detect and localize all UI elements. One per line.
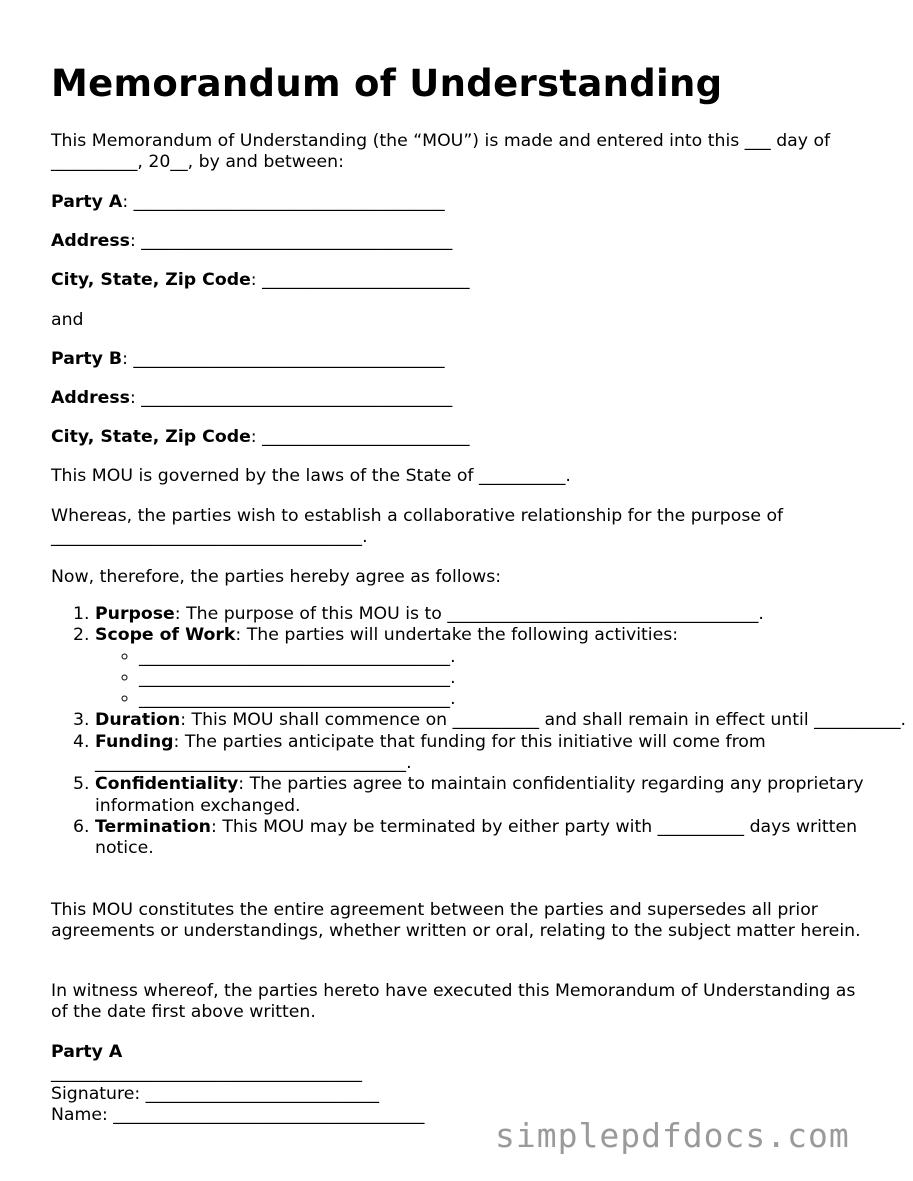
document-title: Memorandum of Understanding	[51, 62, 723, 105]
name-field: Name: ____________________________________	[51, 1105, 425, 1125]
entire-agreement: This MOU constitutes the entire agreement between the parties and supersedes all prior agreements or understandings, whether written or oral, relating to the subject matter herein.	[51, 900, 861, 941]
term-text: : The parties agree to maintain confidentiality regarding any proprietary information exchanged.	[95, 774, 864, 816]
and-text: and	[51, 310, 84, 330]
party-a-address-blank: : ____________________________________	[129, 231, 453, 251]
in-witness: In witness whereof, the parties hereto have executed this Memorandum of Understanding as of the date first above written.	[51, 981, 856, 1022]
activity-item: ◦ ____________________________________.	[139, 647, 913, 668]
term-duration	[95, 710, 913, 731]
party-a-address-field	[51, 231, 871, 252]
intro-line-1: This Memorandum of Understanding (the “MOU”) is made and entered into this ___ day of	[51, 131, 831, 151]
party-a-city-blank: : ________________________	[250, 270, 470, 290]
party-b-city-blank: : ________________________	[250, 427, 470, 447]
term-text: : The parties will undertake the following activities:	[235, 625, 679, 646]
term-text: : The purpose of this MOU is to ____________________________________.	[174, 604, 764, 624]
term-text: : This MOU may be terminated by either party with __________ days written notice.	[95, 816, 858, 859]
signature-heading-label: Party A	[51, 1042, 123, 1062]
intro-line-2: __________, 20__, by and between:	[51, 152, 344, 172]
signature-field: Signature: ___________________________	[51, 1084, 379, 1104]
term-label: Funding	[95, 731, 174, 752]
watermark: simplepdfdocs.com	[495, 1116, 850, 1155]
activity-item: ◦ ____________________________________.	[139, 689, 913, 710]
term-text: : This MOU shall commence on __________ and shall remain in effect until __________.	[180, 710, 907, 731]
party-b-field	[51, 349, 871, 370]
party-a-field	[51, 192, 871, 213]
term-label: Scope of Work	[95, 625, 236, 646]
whereas-line-2: ____________________________________.	[51, 527, 368, 547]
party-b-city-label: City, State, Zip Code	[51, 427, 251, 447]
term-text: : The parties anticipate that funding for this initiative will come from ____________________________________.	[95, 731, 766, 774]
term-label: Purpose	[95, 604, 175, 624]
terms-list	[51, 604, 913, 860]
party-b-address-blank: : ____________________________________	[129, 388, 453, 408]
party-b-address-field	[51, 388, 871, 409]
party-b-city-field	[51, 427, 871, 448]
party-a-label: Party A	[51, 192, 123, 212]
party-b-address-label: Address	[51, 388, 130, 408]
signature-line: ____________________________________	[51, 1063, 363, 1083]
term-termination	[95, 817, 913, 860]
now-therefore: Now, therefore, the parties hereby agree as follows:	[51, 567, 502, 587]
term-purpose	[95, 604, 913, 625]
governing-law: This MOU is governed by the laws of the State of __________.	[51, 466, 571, 486]
term-label: Termination	[95, 816, 211, 837]
term-funding	[95, 732, 913, 775]
term-label: Duration	[95, 710, 181, 731]
signature-block	[51, 1042, 871, 1126]
party-b-blank: : ____________________________________	[122, 349, 445, 369]
party-b-label: Party B	[51, 349, 123, 369]
party-a-address-label: Address	[51, 231, 130, 251]
party-a-city-label: City, State, Zip Code	[51, 270, 251, 290]
activities-list	[95, 647, 913, 711]
term-confidentiality	[95, 774, 913, 817]
intro-paragraph	[51, 131, 871, 173]
term-label: Confidentiality	[95, 774, 239, 795]
signature-heading	[51, 1042, 871, 1063]
party-a-blank: : ____________________________________	[122, 192, 445, 212]
whereas-line-1: Whereas, the parties wish to establish a collaborative relationship for the purpose of	[51, 506, 784, 526]
activity-item: ◦ ____________________________________.	[139, 668, 913, 689]
whereas-paragraph	[51, 506, 871, 548]
party-a-city-field	[51, 270, 871, 291]
term-scope-of-work	[95, 625, 913, 710]
